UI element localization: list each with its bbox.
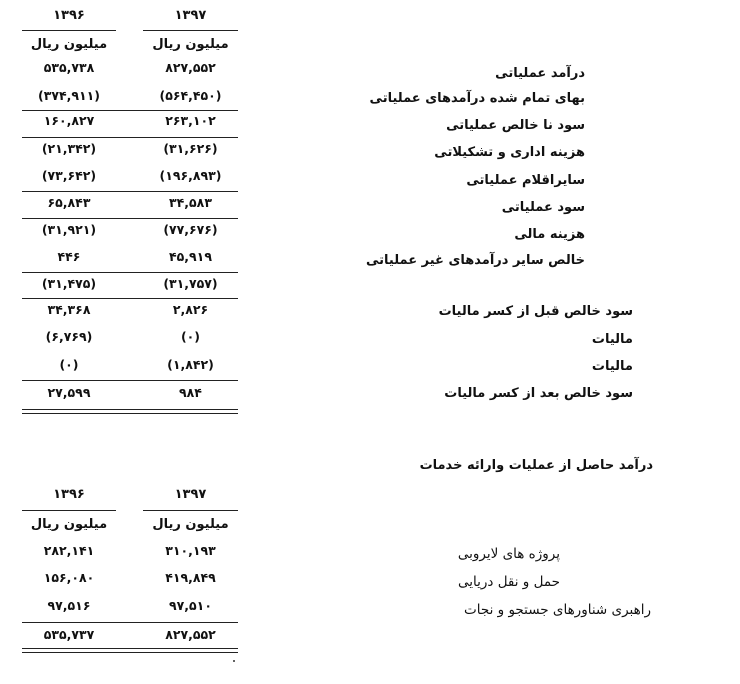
- cell-1397: (۳۱,۶۲۶): [163, 141, 218, 156]
- unit-label-1397: میلیون ریال: [152, 517, 229, 532]
- total-double-rule-bottom: [22, 413, 238, 414]
- subtotal-rule: [22, 191, 238, 192]
- total-double-rule-top: [22, 648, 238, 649]
- unit-label-1396: میلیون ریال: [30, 37, 108, 52]
- year-header-1396: ۱۳۹۶: [53, 8, 85, 23]
- cell-1397: (۱۹۶,۸۹۳): [159, 168, 222, 183]
- row-label: سود خالص بعد از کسر مالیات: [444, 386, 633, 401]
- row-label: هزینه اداری و تشکیلاتی: [434, 145, 585, 160]
- cell-1396: (۳۱,۴۷۵): [41, 276, 97, 291]
- row-label: مالیات: [591, 332, 633, 347]
- row-rule: [22, 218, 238, 219]
- cell-1396: (۷۳,۶۴۲): [41, 168, 97, 183]
- unit-label-1396: میلیون ریال: [30, 517, 108, 532]
- row-label: خالص سایر درآمدهای غیر عملیاتی: [366, 253, 585, 268]
- total-cell-1397: ۸۲۷,۵۵۲: [165, 627, 216, 642]
- row-label: راهبری شناورهای جستجو و نجات: [464, 602, 651, 618]
- cell-1397: ۹۷,۵۱۰: [169, 598, 212, 613]
- cell-1396: ۶۵,۸۴۳: [47, 195, 91, 210]
- cell-1396: ۲۸۲,۱۴۱: [43, 543, 95, 558]
- cell-1396: ۴۴۶: [57, 249, 81, 264]
- row-label: پروژه های لایروبی: [457, 546, 560, 562]
- row-label: درآمد عملیاتی: [495, 66, 585, 81]
- cell-1397: ۸۲۷,۵۵۲: [165, 60, 216, 75]
- cell-1397: ۳۴,۵۸۳: [169, 195, 212, 210]
- cell-1396: ۵۳۵,۷۳۸: [43, 60, 95, 75]
- unit-label-1397: میلیون ریال: [152, 37, 229, 52]
- total-cell-1396: ۵۳۵,۷۳۷: [43, 627, 95, 642]
- cell-1397: ۴۵,۹۱۹: [169, 249, 212, 264]
- row-label: سایراقلام عملیاتی: [466, 173, 585, 188]
- cell-1396: ۹۷,۵۱۶: [47, 598, 91, 613]
- cell-1397: ۲۶۳,۱۰۲: [165, 113, 216, 128]
- row-label: مالیات: [591, 359, 633, 374]
- cell-1396: ۳۴,۳۶۸: [47, 302, 91, 317]
- cell-1396: (۳۱,۹۲۱): [41, 222, 97, 237]
- row-label: سود عملیاتی: [501, 200, 585, 215]
- year-header-1397: ۱۳۹۷: [174, 487, 207, 502]
- row-label: بهای تمام شده درآمدهای عملیاتی: [369, 91, 585, 106]
- cell-1397: ۴۱۹,۸۴۹: [165, 570, 216, 585]
- row-label: حمل و نقل دریایی: [458, 574, 560, 590]
- cell-1396: (۲۱,۳۴۲): [41, 141, 97, 156]
- subtotal-rule: [22, 110, 238, 111]
- total-double-rule-bottom: [22, 652, 238, 653]
- cell-1397: (۳۱,۷۵۷): [163, 276, 218, 291]
- year-header-1396: ۱۳۹۶: [53, 487, 85, 502]
- header-rule: [143, 510, 238, 511]
- year-header-1397: ۱۳۹۷: [174, 8, 207, 23]
- row-rule: [22, 137, 238, 138]
- cell-1396: ۱۵۶,۰۸۰: [43, 570, 95, 585]
- row-label: هزینه مالی: [514, 227, 585, 242]
- header-rule: [22, 510, 116, 511]
- section-title: درآمد حاصل از عملیات وارائه خدمات: [419, 458, 653, 473]
- row-label: سود نا خالص عملیاتی: [446, 118, 585, 133]
- cell-1396: ۲۷,۵۹۹: [47, 385, 91, 400]
- cell-1397: (۵۶۴,۴۵۰): [159, 88, 222, 103]
- cell-1396: (۳۷۴,۹۱۱): [38, 88, 100, 103]
- subtotal-rule: [22, 622, 238, 623]
- cell-1397: ۹۸۴: [179, 385, 202, 400]
- header-rule: [143, 30, 238, 31]
- cell-1397: (۱,۸۴۲): [167, 357, 214, 372]
- total-double-rule-top: [22, 409, 238, 410]
- cell-1397: ۳۱۰,۱۹۳: [165, 543, 216, 558]
- cell-1396: ۱۶۰,۸۲۷: [43, 113, 95, 128]
- cell-1396: (۶,۷۶۹): [45, 329, 93, 344]
- subtotal-rule: [22, 272, 238, 273]
- cell-1397: (۷۷,۶۷۶): [163, 222, 218, 237]
- cell-1396: (۰): [59, 357, 79, 372]
- stray-dot: [233, 660, 235, 662]
- header-rule: [22, 30, 116, 31]
- row-rule: [22, 298, 238, 299]
- cell-1397: ۲,۸۲۶: [172, 302, 209, 317]
- row-label: سود خالص قبل از کسر مالیات: [438, 304, 633, 319]
- cell-1397: (۰): [180, 329, 201, 344]
- subtotal-rule: [22, 380, 238, 381]
